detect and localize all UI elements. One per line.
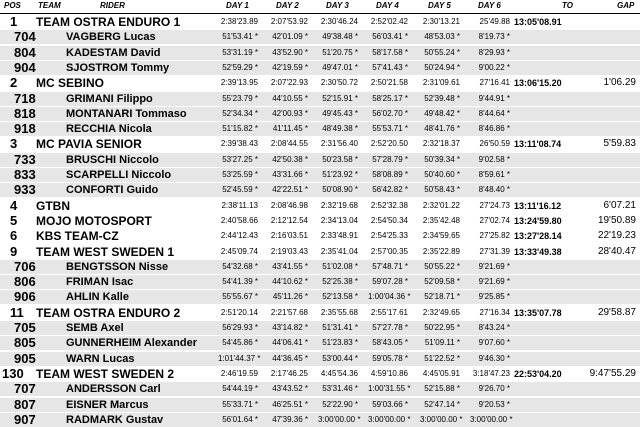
rider-day1-time: 51'15.82 *: [222, 124, 258, 133]
header-day5: DAY 5: [428, 1, 451, 10]
rider-number: 933: [14, 182, 36, 197]
rider-day6-time: 9'21.69 *: [478, 277, 510, 286]
rider-day2-time: 43'52.90 *: [272, 48, 308, 57]
rider-day3-time: 3:00'00.00 *: [318, 415, 361, 424]
rider-day4-time: 57'48.71 *: [372, 262, 408, 271]
rider-day5-time: 50'55.22 *: [424, 262, 460, 271]
team-gap: 9:47'55.29: [589, 368, 636, 379]
rider-row: [0, 290, 640, 304]
rider-day5-time: 52'39.48 *: [424, 94, 460, 103]
rider-day6-time: 8'59.61 *: [478, 170, 510, 179]
rider-day1-time: 54'32.68 *: [222, 262, 258, 271]
team-row: [0, 199, 640, 213]
rider-day6-time: 9'02.58 *: [478, 155, 510, 164]
team-day1-time: 2:38'11.13: [221, 201, 258, 210]
rider-number: 733: [14, 152, 36, 167]
rider-row: [0, 321, 640, 335]
team-gap: 19'50.89: [597, 215, 636, 226]
rider-day5-time: 52'09.58 *: [424, 277, 460, 286]
rider-day4-time: 56'02.70 *: [372, 109, 408, 118]
rider-day5-time: 52'18.71 *: [424, 292, 460, 301]
rider-row: [0, 168, 640, 182]
rider-name: KADESTAM David: [66, 47, 161, 59]
team-row: [0, 214, 640, 228]
rider-day3-time: 49'47.01 *: [322, 63, 358, 72]
rider-day3-time: 52'22.90 *: [322, 400, 358, 409]
team-day3-time: 2:32'19.68: [320, 201, 358, 210]
team-day1-time: 2:39'38.43: [220, 139, 258, 148]
team-day2-time: 2:07'53.92: [270, 17, 308, 26]
team-day5-time: 2:32'49.65: [422, 308, 460, 317]
rider-name: GUNNERHEIM Alexander: [66, 337, 198, 349]
team-row: [0, 137, 640, 151]
team-gap: 1'06.29: [603, 77, 636, 88]
team-day5-time: 4:45'05.91: [422, 369, 460, 378]
team-total-time: 13:11'16.12: [514, 201, 562, 211]
team-day6-time: 27'16.34: [479, 308, 510, 317]
team-name: TEAM WEST SWEDEN 2: [36, 367, 175, 381]
rider-day1-time: 56'29.93 *: [222, 323, 258, 332]
rider-day2-time: 44'06.41 *: [272, 338, 308, 347]
team-day6-time: 27'16.41: [479, 78, 510, 87]
rider-name: SJOSTROM Tommy: [66, 62, 170, 74]
rider-day2-time: 45'11.26 *: [272, 292, 308, 301]
rider-day5-time: 50'58.43 *: [424, 185, 460, 194]
rider-day1-time: 53'25.59 *: [222, 170, 258, 179]
team-day4-time: 2:54'25.33: [370, 231, 408, 240]
rider-day1-time: 52'34.34 *: [222, 109, 258, 118]
team-day5-time: 2:35'42.48: [422, 216, 460, 225]
rider-day1-time: 1:01'44.37 *: [218, 354, 261, 363]
rider-day2-time: 42'22.51 *: [272, 185, 308, 194]
rider-row: [0, 122, 640, 136]
rider-day3-time: 51'23.83 *: [322, 338, 358, 347]
team-day4-time: 2:52'20.50: [370, 139, 408, 148]
rider-day4-time: 59'07.28 *: [372, 277, 408, 286]
team-total-time: 13:27'28.14: [514, 231, 562, 241]
rider-day2-time: 43'31.66 *: [272, 170, 308, 179]
rider-day6-time: 8'29.93 *: [478, 48, 510, 57]
rider-day1-time: 53'31.19 *: [222, 48, 258, 57]
team-gap: 22'19.23: [597, 230, 636, 241]
team-total-time: 13:33'49.38: [514, 247, 562, 257]
rider-day5-time: 52'15.88 *: [424, 384, 460, 393]
rider-day3-time: 50'08.90 *: [322, 185, 358, 194]
team-position: 1: [10, 14, 18, 29]
rider-name: FRIMAN Isac: [66, 276, 134, 288]
rider-row: [0, 183, 640, 197]
team-position: 130: [2, 366, 24, 381]
rider-day4-time: 57'41.43 *: [372, 63, 408, 72]
rider-row: [0, 352, 640, 366]
team-day1-time: 2:46'19.59: [220, 369, 258, 378]
rider-row: [0, 398, 640, 412]
rider-number: 706: [14, 259, 36, 274]
team-day3-time: 2:34'13.04: [320, 216, 358, 225]
rider-name: EISNER Marcus: [66, 399, 149, 411]
rider-number: 806: [14, 274, 36, 289]
rider-day5-time: 51'09.11 *: [424, 338, 460, 347]
team-day6-time: 27'02.74: [479, 216, 510, 225]
team-day6-time: 26'50.59: [479, 139, 510, 148]
rider-day3-time: 53'00.44 *: [322, 354, 358, 363]
team-day4-time: 2:52'02.42: [370, 17, 408, 26]
rider-row: [0, 30, 640, 44]
team-day1-time: 2:45'09.74: [220, 247, 258, 256]
rider-day4-time: 57'27.78 *: [372, 323, 408, 332]
team-day3-time: 2:35'55.68: [320, 308, 358, 317]
rider-day5-time: 48'53.03 *: [424, 32, 460, 41]
rider-day6-time: 9'44.91 *: [478, 94, 510, 103]
rider-row: [0, 336, 640, 350]
rider-day6-time: 9'07.60 *: [478, 338, 510, 347]
team-row: [0, 76, 640, 90]
rider-day3-time: 49'45.43 *: [322, 109, 358, 118]
team-name: TEAM OSTRA ENDURO 1: [36, 15, 181, 29]
team-position: 5: [10, 213, 18, 228]
team-name: MC SEBINO: [36, 76, 105, 90]
rider-day3-time: 52'13.58 *: [322, 292, 358, 301]
team-day1-time: 2:44'12.43: [220, 231, 258, 240]
rider-row: [0, 413, 640, 427]
rider-day1-time: 56'01.64 *: [222, 415, 258, 424]
rider-day2-time: 42'00.93 *: [272, 109, 308, 118]
rider-day5-time: 50'22.95 *: [424, 323, 460, 332]
header-day2: DAY 2: [276, 1, 299, 10]
rider-day2-time: 42'01.09 *: [272, 32, 308, 41]
team-name: MOJO MOTOSPORT: [36, 214, 152, 228]
rider-day2-time: 42'50.38 *: [272, 155, 308, 164]
rider-number: 705: [14, 320, 36, 335]
rider-day4-time: 1:00'31.55 *: [368, 384, 411, 393]
rider-day6-time: 8'48.40 *: [478, 185, 510, 194]
rider-row: [0, 61, 640, 75]
team-gap: 5'59.83: [603, 138, 636, 149]
team-gap: 6'07.21: [603, 200, 636, 211]
rider-day6-time: 8'46.86 *: [478, 124, 510, 133]
rider-day5-time: 52'47.14 *: [424, 400, 460, 409]
team-day3-time: 2:30'50.72: [320, 78, 358, 87]
rider-day4-time: 56'42.82 *: [372, 185, 408, 194]
team-day5-time: 2:31'09.61: [422, 78, 460, 87]
team-name: GTBN: [36, 199, 70, 213]
rider-day5-time: 50'55.24 *: [424, 48, 460, 57]
team-day6-time: 3:18'47.23: [472, 369, 510, 378]
rider-name: BRUSCHI Niccolo: [66, 154, 159, 166]
header-to: TO: [562, 1, 573, 10]
rider-day6-time: 9'00.22 *: [478, 63, 510, 72]
rider-day2-time: 43'14.82 *: [272, 323, 308, 332]
rider-day6-time: 9'20.53 *: [478, 400, 510, 409]
rider-day2-time: 46'25.51 *: [272, 400, 308, 409]
team-day6-time: 27'25.82: [479, 231, 510, 240]
rider-day2-time: 42'19.59 *: [272, 63, 308, 72]
rider-number: 805: [14, 335, 36, 350]
team-day5-time: 2:32'01.22: [422, 201, 460, 210]
rider-day4-time: 57'28.79 *: [372, 155, 408, 164]
team-day5-time: 2:35'22.89: [422, 247, 460, 256]
rider-day5-time: 49'48.42 *: [424, 109, 460, 118]
team-name: TEAM WEST SWEDEN 1: [36, 245, 175, 259]
rider-day3-time: 51'02.08 *: [322, 262, 358, 271]
rider-number: 718: [14, 91, 36, 106]
header-pos: POS: [4, 1, 21, 10]
rider-day1-time: 55'55.67 *: [222, 292, 258, 301]
team-day5-time: 2:32'18.37: [422, 139, 460, 148]
team-day3-time: 2:33'48.91: [320, 231, 358, 240]
rider-day5-time: 50'24.94 *: [424, 63, 460, 72]
team-day4-time: 2:54'50.34: [370, 216, 408, 225]
rider-day1-time: 53'27.25 *: [222, 155, 258, 164]
rider-day4-time: 58'43.05 *: [372, 338, 408, 347]
rider-day4-time: 58'17.58 *: [372, 48, 408, 57]
team-total-time: 13:35'07.78: [514, 308, 562, 318]
team-row: [0, 367, 640, 381]
rider-day4-time: 59'05.78 *: [372, 354, 408, 363]
rider-day4-time: 58'25.17 *: [372, 94, 408, 103]
team-day4-time: 2:55'17.61: [370, 308, 408, 317]
team-total-time: 13:11'08.74: [514, 139, 562, 149]
rider-number: 704: [14, 29, 36, 44]
rider-name: RADMARK Gustav: [66, 414, 164, 426]
rider-row: [0, 46, 640, 60]
team-day2-time: 2:17'46.25: [270, 369, 308, 378]
header-day3: DAY 3: [326, 1, 349, 10]
rider-day5-time: 50'39.34 *: [424, 155, 460, 164]
team-day2-time: 2:08'46.98: [270, 201, 308, 210]
team-day4-time: 4:59'10.86: [370, 369, 408, 378]
rider-day4-time: 56'03.41 *: [372, 32, 408, 41]
rider-name: VAGBERG Lucas: [66, 31, 156, 43]
rider-day6-time: 9'21.69 *: [478, 262, 510, 271]
team-day2-time: 2:12'12.54: [270, 216, 308, 225]
team-day2-time: 2:16'03.51: [270, 231, 308, 240]
team-total-time: 22:53'04.20: [514, 369, 562, 379]
rider-day6-time: 8'43.24 *: [478, 323, 510, 332]
team-day6-time: 27'24.73: [479, 201, 510, 210]
rider-day1-time: 52'59.29 *: [222, 63, 258, 72]
rider-row: [0, 92, 640, 106]
rider-name: SEMB Axel: [66, 322, 124, 334]
team-total-time: 13:24'59.80: [514, 216, 562, 226]
rider-number: 907: [14, 412, 36, 427]
rider-number: 833: [14, 167, 36, 182]
rider-name: SCARPELLI Niccolo: [66, 169, 172, 181]
rider-day3-time: 48'49.38 *: [322, 124, 358, 133]
team-row: [0, 229, 640, 243]
header-day6: DAY 6: [478, 1, 501, 10]
team-position: 11: [10, 305, 24, 320]
team-gap: 28'40.47: [597, 246, 636, 257]
team-position: 9: [10, 244, 18, 259]
rider-day3-time: 52'25.38 *: [322, 277, 358, 286]
team-day1-time: 2:51'20.14: [220, 308, 258, 317]
rider-day3-time: 52'15.91 *: [322, 94, 358, 103]
team-day4-time: 2:57'00.35: [370, 247, 408, 256]
rider-row: [0, 275, 640, 289]
team-name: KBS TEAM-CZ: [36, 229, 119, 243]
team-day3-time: 2:30'46.24: [320, 17, 358, 26]
rider-number: 707: [14, 381, 36, 396]
team-day2-time: 2:21'57.68: [270, 308, 308, 317]
rider-number: 904: [14, 60, 36, 75]
rider-day2-time: 44'36.45 *: [272, 354, 308, 363]
team-row: [0, 306, 640, 320]
rider-day4-time: 3:00'00.00 *: [368, 415, 411, 424]
rider-day5-time: 3:00'00.00 *: [420, 415, 463, 424]
rider-number: 905: [14, 351, 36, 366]
rider-day3-time: 51'20.75 *: [322, 48, 358, 57]
team-day5-time: 2:34'59.65: [422, 231, 460, 240]
rider-day1-time: 54'41.39 *: [222, 277, 258, 286]
team-total-time: 13:05'08.91: [514, 17, 562, 27]
rider-day1-time: 52'45.59 *: [222, 185, 258, 194]
rider-day3-time: 53'31.46 *: [322, 384, 358, 393]
team-day2-time: 2:08'44.55: [270, 139, 308, 148]
rider-day6-time: 9'46.30 *: [478, 354, 510, 363]
rider-number: 804: [14, 45, 36, 60]
rider-day5-time: 50'40.60 *: [424, 170, 460, 179]
rider-day6-time: 3:00'00.00 *: [470, 415, 513, 424]
rider-day4-time: 58'08.89 *: [372, 170, 408, 179]
rider-name: WARN Lucas: [66, 353, 135, 365]
header-gap: GAP: [617, 1, 635, 10]
rider-name: MONTANARI Tommaso: [66, 108, 187, 120]
rider-day2-time: 44'10.62 *: [272, 277, 308, 286]
rider-day1-time: 55'33.71 *: [222, 400, 258, 409]
team-position: 6: [10, 228, 18, 243]
rider-day2-time: 43'43.52 *: [272, 384, 308, 393]
rider-row: [0, 107, 640, 121]
header-rider: RIDER: [100, 1, 125, 10]
rider-day6-time: 8'19.73 *: [478, 32, 510, 41]
rider-number: 818: [14, 106, 36, 121]
rider-day2-time: 43'41.55 *: [272, 262, 308, 271]
team-day2-time: 2:19'03.43: [270, 247, 308, 256]
team-name: TEAM OSTRA ENDURO 2: [36, 306, 181, 320]
rider-number: 906: [14, 289, 36, 304]
team-name: MC PAVIA SENIOR: [36, 137, 142, 151]
rider-day3-time: 51'23.92 *: [322, 170, 358, 179]
team-row: [0, 15, 640, 29]
team-day1-time: 2:40'58.66: [220, 216, 258, 225]
rider-day1-time: 55'23.79 *: [222, 94, 258, 103]
rider-number: 918: [14, 121, 36, 136]
team-total-time: 13:06'15.20: [514, 78, 562, 88]
team-day1-time: 2:39'13.95: [220, 78, 258, 87]
rider-day1-time: 54'45.86 *: [222, 338, 258, 347]
rider-name: CONFORTI Guido: [66, 184, 159, 196]
header-team: TEAM: [38, 1, 61, 10]
rider-day2-time: 41'11.45 *: [272, 124, 308, 133]
team-day3-time: 4:45'54.36: [320, 369, 358, 378]
rider-day1-time: 51'53.41 *: [222, 32, 258, 41]
rider-day3-time: 50'23.58 *: [322, 155, 358, 164]
header-row: [0, 0, 640, 14]
team-position: 4: [10, 198, 18, 213]
team-day2-time: 2:07'22.93: [270, 78, 308, 87]
team-position: 2: [10, 75, 18, 90]
rider-day5-time: 51'22.52 *: [424, 354, 460, 363]
rider-day4-time: 59'03.66 *: [372, 400, 408, 409]
team-gap: 29'58.87: [597, 307, 636, 318]
rider-number: 807: [14, 397, 36, 412]
rider-day3-time: 49'38.48 *: [322, 32, 358, 41]
team-day4-time: 2:50'21.58: [370, 78, 408, 87]
team-row: [0, 245, 640, 259]
team-day1-time: 2:38'23.89: [220, 17, 258, 26]
team-position: 3: [10, 136, 18, 151]
header-day4: DAY 4: [376, 1, 399, 10]
team-day4-time: 2:52'32.38: [370, 201, 408, 210]
rider-day5-time: 48'41.76 *: [424, 124, 460, 133]
header-day1: DAY 1: [226, 1, 249, 10]
rider-day2-time: 44'10.55 *: [272, 94, 308, 103]
rider-row: [0, 382, 640, 396]
rider-name: GRIMANI Filippo: [66, 93, 153, 105]
rider-day2-time: 47'39.36 *: [272, 415, 308, 424]
rider-day6-time: 8'44.64 *: [478, 109, 510, 118]
rider-name: ANDERSSON Carl: [66, 383, 161, 395]
rider-name: RECCHIA Nicola: [66, 123, 152, 135]
rider-day4-time: 55'53.71 *: [372, 124, 408, 133]
team-day5-time: 2:30'13.21: [422, 17, 460, 26]
rider-row: [0, 153, 640, 167]
rider-day1-time: 54'44.19 *: [222, 384, 258, 393]
rider-name: AHLIN Kalle: [66, 291, 129, 303]
rider-day6-time: 9'26.70 *: [478, 384, 510, 393]
rider-row: [0, 260, 640, 274]
team-day3-time: 2:35'41.04: [320, 247, 358, 256]
header-divider: [0, 13, 640, 14]
team-day6-time: 25'49.88: [479, 17, 510, 26]
rider-name: BENGTSSON Nisse: [66, 261, 169, 273]
rider-day3-time: 51'31.41 *: [322, 323, 358, 332]
team-day3-time: 2:31'56.40: [320, 139, 358, 148]
rider-day6-time: 9'25.85 *: [478, 292, 510, 301]
rider-day4-time: 1:00'04.36 *: [368, 292, 411, 301]
team-day6-time: 27'31.39: [479, 247, 510, 256]
